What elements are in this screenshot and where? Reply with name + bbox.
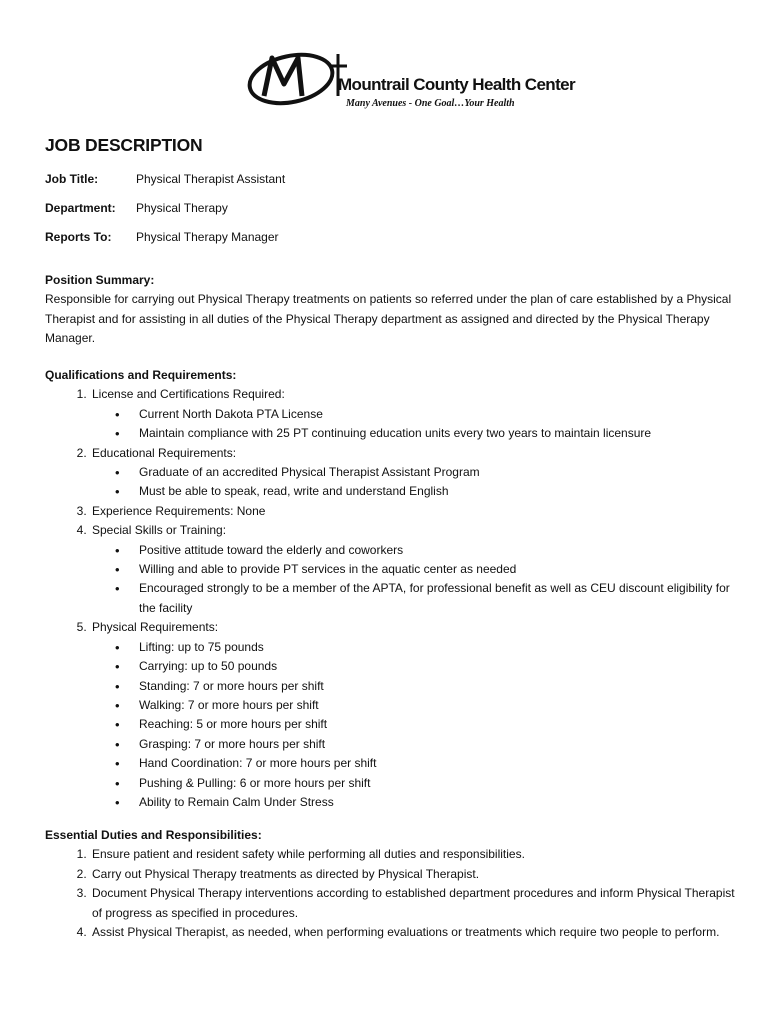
- bullet-item: • Carrying: up to 50 pounds: [137, 657, 735, 676]
- field-label: Reports To:: [45, 230, 112, 244]
- document-title: JOB DESCRIPTION: [45, 135, 203, 155]
- bullet-item: • Current North Dakota PTA License: [137, 405, 735, 424]
- list-item: [90, 385, 735, 443]
- department-field: [45, 201, 228, 215]
- list-item: [90, 444, 735, 502]
- bullet-list: [92, 638, 735, 813]
- health-center-logo: [246, 46, 576, 116]
- list-item: 2. Carry out Physical Therapy treatments as directed by Physical Therapist.: [90, 865, 735, 884]
- item-label: Physical Requirements:: [92, 620, 219, 635]
- section-heading: Essential Duties and Responsibilities:: [45, 828, 262, 842]
- reports-to-field: [45, 230, 279, 244]
- field-label: Department:: [45, 201, 116, 215]
- duties-section: [45, 826, 735, 942]
- logo-name: Mountrail County Health Center: [338, 75, 576, 94]
- bullet-list: [92, 463, 735, 502]
- list-item: 3. Document Physical Therapy interventions according to established department procedures and inform Physical Therapist of progress as specified in procedures.: [90, 884, 735, 923]
- bullet-item: • Maintain compliance with 25 PT continuing education units every two years to maintain licensure: [137, 424, 735, 443]
- item-label: Educational Requirements:: [92, 445, 237, 460]
- bullet-list: [92, 405, 735, 444]
- field-label: Job Title:: [45, 172, 99, 186]
- job-title-field: [45, 172, 285, 186]
- section-heading: Position Summary:: [45, 273, 155, 287]
- item-label: Special Skills or Training:: [92, 523, 227, 538]
- bullet-item: • Encouraged strongly to be a member of the APTA, for professional benefit as well as CEU discount eligibility for the facility: [137, 579, 735, 618]
- bullet-item: • Pushing & Pulling: 6 or more hours per shift: [137, 774, 735, 793]
- duties-list: [45, 845, 735, 942]
- field-value: Physical Therapy: [136, 201, 228, 215]
- list-item: [90, 618, 735, 812]
- bullet-item: • Positive attitude toward the elderly and coworkers: [137, 541, 735, 560]
- qualifications-section: [45, 366, 735, 812]
- bullet-item: • Willing and able to provide PT services in the aquatic center as needed: [137, 560, 735, 579]
- bullet-list: [92, 541, 735, 619]
- list-item: 4. Assist Physical Therapist, as needed, when performing evaluations or treatments which require two people to perform.: [90, 923, 735, 942]
- item-label: License and Certifications Required:: [92, 387, 285, 402]
- list-item: [90, 502, 735, 521]
- bullet-item: • Hand Coordination: 7 or more hours per shift: [137, 754, 735, 773]
- bullet-item: • Grasping: 7 or more hours per shift: [137, 735, 735, 754]
- bullet-item: • Lifting: up to 75 pounds: [137, 638, 735, 657]
- bullet-item: • Graduate of an accredited Physical Therapist Assistant Program: [137, 463, 735, 482]
- section-heading: Qualifications and Requirements:: [45, 368, 237, 382]
- summary-text: Responsible for carrying out Physical Therapy treatments on patients so referred under the plan of care established by a Physical Therapist and for assisting in all duties of the Physical Therapy department as assigned and directed by the Physical Therapy Manager.: [45, 292, 732, 346]
- position-summary: [45, 271, 735, 349]
- logo-tagline: Many Avenues - One Goal…Your Health: [346, 98, 515, 109]
- bullet-item: • Walking: 7 or more hours per shift: [137, 696, 735, 715]
- list-item: [90, 521, 735, 618]
- item-label: Experience Requirements: None: [92, 503, 266, 518]
- list-item: 1. Ensure patient and resident safety while performing all duties and responsibilities.: [90, 845, 735, 864]
- bullet-item: • Must be able to speak, read, write and understand English: [137, 482, 735, 501]
- field-value: Physical Therapist Assistant: [136, 172, 286, 186]
- qualifications-list: [45, 385, 735, 812]
- bullet-item: • Reaching: 5 or more hours per shift: [137, 715, 735, 734]
- field-value: Physical Therapy Manager: [136, 230, 279, 244]
- bullet-item: • Standing: 7 or more hours per shift: [137, 677, 735, 696]
- bullet-item: • Ability to Remain Calm Under Stress: [137, 793, 735, 812]
